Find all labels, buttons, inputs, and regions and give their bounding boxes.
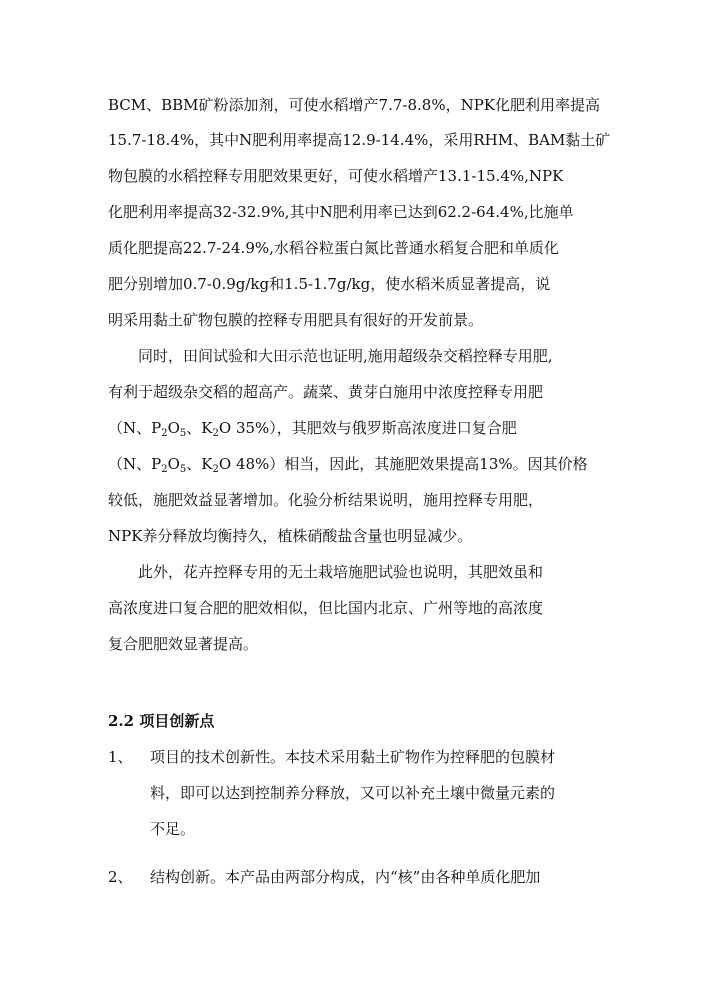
body-line: 肥分别增加0.7-0.9g/kg和1.5-1.7g/kg，使水稻米质显著提高，说 bbox=[108, 275, 551, 293]
subscript: 2 bbox=[212, 464, 219, 475]
formula-rest: O 48%）相当，因此，其施肥效果提高13%。因其价格 bbox=[218, 455, 588, 473]
body-line: 同时，田间试验和大田示范也证明,施用超级杂交稻控释专用肥, bbox=[138, 347, 553, 365]
subscript: 2 bbox=[161, 428, 168, 439]
list-number: 2、 bbox=[108, 868, 133, 886]
body-line: 较低，施肥效益显著增加。化验分析结果说明，施用控释专用肥， bbox=[108, 491, 544, 509]
body-line: 高浓度进口复合肥的肥效相似，但比国内北京、广州等地的高浓度 bbox=[108, 599, 544, 617]
body-line: 复合肥肥效显著提高。 bbox=[108, 635, 259, 653]
formula-line bbox=[108, 417, 517, 439]
formula-o: O bbox=[167, 455, 180, 473]
body-line: 此外，花卉控释专用的无土栽培施肥试验也说明，其肥效虽和 bbox=[138, 563, 544, 581]
body-line: 质化肥提高22.7-24.9%,水稻谷粒蛋白氮比普通水稻复合肥和单质化 bbox=[108, 239, 559, 257]
list-item-line: 料，即可以达到控制养分释放，又可以补充土壤中微量元素的 bbox=[150, 784, 556, 802]
subscript: 2 bbox=[212, 428, 219, 439]
section-heading: 2.2 项目创新点 bbox=[108, 712, 215, 730]
subscript: 5 bbox=[179, 464, 187, 475]
formula-open: （N、P bbox=[108, 419, 162, 437]
list-item-line: 不足。 bbox=[150, 820, 196, 838]
formula-rest: O 35%），其肥效与俄罗斯高浓度进口复合肥 bbox=[218, 419, 517, 437]
formula-open: （N、P bbox=[108, 455, 162, 473]
formula-k: 、K bbox=[186, 419, 213, 437]
body-line: 15.7-18.4%，其中N肥利用率提高12.9-14.4%，采用RHM、BAM黏土矿 bbox=[108, 131, 611, 149]
list-number: 1、 bbox=[108, 748, 133, 766]
body-line: 明采用黏土矿物包膜的控释专用肥具有很好的开发前景。 bbox=[108, 311, 484, 329]
list-item-line: 结构创新。本产品由两部分构成，内“核”由各种单质化肥加 bbox=[150, 868, 541, 886]
list-item-line: 项目的技术创新性。本技术采用黏土矿物作为控释肥的包膜材 bbox=[150, 748, 556, 766]
body-line: 有利于超级杂交稻的超高产。蔬菜、黄芽白施用中浓度控释专用肥 bbox=[108, 383, 544, 401]
formula-k: 、K bbox=[186, 455, 213, 473]
subscript: 2 bbox=[161, 464, 168, 475]
subscript: 5 bbox=[179, 428, 187, 439]
body-line: NPK养分释放均衡持久，植株硝酸盐含量也明显减少。 bbox=[108, 527, 473, 545]
body-line: 物包膜的水稻控释专用肥效果更好，可使水稻增产13.1-15.4%,NPK bbox=[108, 167, 564, 185]
formula-o: O bbox=[167, 419, 180, 437]
formula-line bbox=[108, 453, 588, 475]
body-line: 化肥利用率提高32-32.9%,其中N肥利用率已达到62.2-64.4%,比施单 bbox=[108, 203, 574, 221]
body-line: BCM、BBM矿粉添加剂，可使水稻增产7.7-8.8%，NPK化肥利用率提高 bbox=[108, 96, 600, 114]
